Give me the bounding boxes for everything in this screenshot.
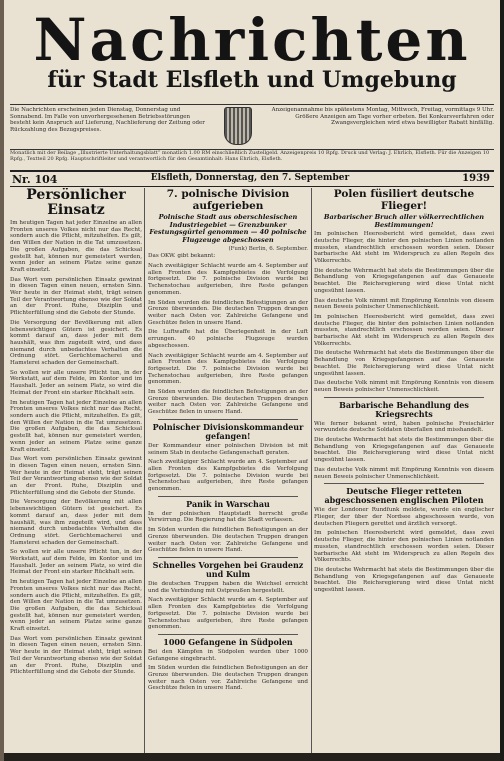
article-separator (158, 419, 298, 420)
article-paragraph: Im polnischen Heeresbericht wird gemeldet, dass zwei deutsche Flieger, die hinter den polnischen Linien notlanden mussten, standrechtlich erschossen worden seien. Dieser barbarische Akt steht im Widerspruch zu allen Regeln des Völkerrechts. (314, 313, 494, 347)
article-paragraph: Die deutsche Wehrmacht hat stets die Bestimmungen über die Behandlung von Kriegsgefangenen auf das Genaueste beachtet. Die Reichsregierung wird diese Untat nicht ungesühnt lassen. (314, 437, 494, 464)
article-paragraph: Im Süden wurden die feindlichen Befestigungen an der Grenze überwunden. Die deutschen Truppen drangen weiter nach Osten vor. Zahlreiche Gefangene und Geschütze fielen in unsere Hand. (148, 665, 308, 692)
article-headline: Barbarische Behandlung des Kriegsrechts (339, 399, 469, 419)
article-paragraph: Im Süden wurden die feindlichen Befestigungen an der Grenze überwunden. Die deutschen Truppen drangen weiter nach Osten vor. Zahlreiche Gefangene und Geschütze fielen in unsere Hand. (148, 389, 308, 416)
article-paragraph: Das deutsche Volk nimmt mit Empörung Kenntnis von diesem neuen Beweis polnischer Unmenschlichkeit. (314, 297, 494, 311)
newspaper-title: Nachrichten (33, 6, 471, 74)
article-paragraph: Nach zweitägiger Schlacht wurde am 4. September auf allen Fronten des Kampfgebietes die Verfolgung fortgesetzt. Die 7. polnische Division wurde bei Tschenstochau aufgerieben, ihre Reste gefangen genommen. (148, 597, 308, 631)
publication-info: Die Nachrichten erscheinen jeden Dienstag, Donnerstag und Sonnabend. Im Falle von unvorhergesehenen Betriebsstörungen besteht kein Anspruch auf Lieferung, Nachlieferung der Zeitung oder Rückzahlung des Bezugspreises. (10, 107, 205, 133)
article-paragraph: In der polnischen Hauptstadt herrscht große Verwirrung. Die Regierung hat die Stadt verlassen. (148, 510, 308, 524)
masthead (10, 8, 494, 104)
article-paragraph: Das deutsche Volk nimmt mit Empörung Kenntnis von diesem neuen Beweis polnischer Unmenschlichkeit. (314, 380, 494, 393)
issue-number: Nr. 104 (12, 173, 58, 186)
article-paragraph: So wollen wir alle unsere Pflicht tun, in der Werkstatt, auf dem Felde, im Kontor und im Haushalt. Jeder an seinem Platz, so wird die Heimat der Front ein starker Rückhalt sein. (10, 369, 142, 396)
article-paragraph: Bei den Kämpfen in Südpolen wurden über 1000 Gefangene eingebracht. (148, 648, 308, 662)
article-paragraph: Die deutsche Wehrmacht hat stets die Bestimmungen über die Behandlung von Kriegsgefangenen auf das Genaueste beachtet. Die Reichsregierung wird diese Untat nicht ungesühnt lassen. (314, 566, 494, 594)
subscription-notice: Monatlich mit der Beilage „Illustrierte Unterhaltungsblatt“ monatlich 1.00 RM einschließlich Zustellgeld. Anzeigenpreis 10 Rpfg. Druck und Verlag: J. Ehrlich, Elsfleth. Für die Anzeigen 10 Rpfg., Textteil 20 Rpfg. Hauptschriftleiter und verantwortlich für den Gesamtinhalt: Hans Ehrlich, Elsfleth. (10, 150, 490, 162)
article-paragraph: Im heutigen Tagen hat jeder Einzelne an allen Fronten unseres Volkes nicht nur das Recht, sondern auch die Pflicht, mitzuhelfen. Es gilt, den Willen der Nation in die Tat umzusetzen. Die großen Aufgaben, die das Schicksal gestellt hat, können nur gemeistert werden, wenn jeder an seinem Platze seine ganze Kraft einsetzt. (10, 579, 142, 633)
column-rule (144, 188, 145, 753)
article-headline: Deutsche Flieger retteten abgeschossenen englischen Piloten (324, 486, 484, 506)
article-paragraph: Das Wort vom persönlichen Einsatz gewinnt in diesen Tagen einen neuen, ernsten Sinn. Wer heute in der Heimat steht, trägt seinen Teil der Verantwortung ebenso wie der Soldat an der Front. Ruhe, Disziplin und Pflichterfüllung sind die Gebote der Stunde. (10, 456, 142, 496)
article-headline: Schnelles Vorgehen bei Graudenz und Kulm (152, 559, 304, 579)
article-paragraph: Das Wort vom persönlichen Einsatz gewinnt in diesen Tagen einen neuen, ernsten Sinn. Wer heute in der Heimat steht, trägt seinen Teil der Verantwortung ebenso wie der Soldat an der Front. Ruhe, Disziplin und Pflichterfüllung sind die Gebote der Stunde. (10, 276, 142, 317)
article-headline: Persönlicher Einsatz (26, 188, 126, 218)
column-right (314, 188, 494, 753)
article-headline: 1000 Gefangene in Südpolen (163, 636, 293, 647)
article-separator (324, 397, 484, 398)
issue-date: Elsfleth, Donnerstag, den 7. September (150, 173, 350, 183)
article-paragraph: Im Süden wurden die feindlichen Befestigungen an der Grenze überwunden. Die deutschen Truppen drangen weiter nach Osten vor. Zahlreiche Gefangene und Geschütze fielen in unsere Hand. (148, 299, 308, 326)
article-headline: 7. polnische Division aufgerieben (166, 188, 290, 212)
article-subhead: Barbarischer Bruch aller völkerrechtlichen Bestimmungen! (323, 213, 485, 229)
page-bottom-edge (4, 753, 500, 761)
column-left (10, 188, 142, 753)
newspaper-page (4, 0, 500, 761)
article-paragraph: Im polnischen Heeresbericht wird gemeldet, dass zwei deutsche Flieger, die hinter den polnischen Linien notlanden mussten, standrechtlich erschossen worden seien. Dieser barbarische Akt steht im Widerspruch zu allen Regeln des Völkerrechts. (314, 530, 494, 564)
article-paragraph: Wie der Londoner Rundfunk meldete, wurde ein englischer Flieger, der über der Nordsee abgeschossen wurde, von deutschen Fliegern gerettet und ärztlich versorgt. (314, 507, 494, 527)
article-dateline: (Funk) Berlin, 6. September. (228, 246, 308, 253)
article-paragraph: Das deutsche Volk nimmt mit Empörung Kenntnis von diesem neuen Beweis polnischer Unmenschlichkeit. (314, 466, 494, 480)
article-paragraph: Nach zweitägiger Schlacht wurde am 4. September auf allen Fronten des Kampfgebietes die Verfolgung fortgesetzt. Die 7. polnische Division wurde bei Tschenstochau aufgerieben, ihre Reste gefangen genommen. (148, 263, 308, 296)
column-rule (311, 188, 312, 753)
article-paragraph: Das Wort vom persönlichen Einsatz gewinnt in diesen Tagen einen neuen, ernsten Sinn. Wer heute in der Heimat steht, trägt seinen Teil der Verantwortung ebenso wie der Soldat an der Front. Ruhe, Disziplin und Pflichterfüllung sind die Gebote der Stunde. (10, 635, 142, 676)
article-paragraph: Die Versorgung der Bevölkerung mit allen lebenswichtigen Gütern ist gesichert. Es kommt darauf an, dass jeder mit dem haushält, was ihm zugeteilt wird, und dass niemand durch unbedachtes Verhalten die Ordnung stört. Gerüchtemacherei und Hamsterei schaden der Gemeinschaft. (10, 499, 142, 546)
article-separator (158, 496, 298, 497)
article-paragraph: Die Versorgung der Bevölkerung mit allen lebenswichtigen Gütern ist gesichert. Es kommt darauf an, dass jeder mit dem haushält, was ihm zugeteilt wird, und dass niemand durch unbedachtes Verhalten die Ordnung stört. Gerüchtemacherei und Hamsterei schaden der Gemeinschaft. (10, 319, 142, 367)
article-paragraph: Im polnischen Heeresbericht wird gemeldet, dass zwei deutsche Flieger, die hinter den polnischen Linien notlanden mussten, standrechtlich erschossen worden seien. Dieser barbarische Akt steht im Widerspruch zu allen Regeln des Völkerrechts. (314, 231, 494, 264)
article-paragraph: Das OKW. gibt bekannt: (148, 253, 216, 260)
article-separator (324, 483, 484, 484)
article-paragraph: Die deutschen Truppen haben die Weichsel erreicht und die Verbindung mit Ostpreußen hergestellt. (148, 580, 308, 594)
article-paragraph: So wollen wir alle unsere Pflicht tun, in der Werkstatt, auf dem Felde, im Kontor und im Haushalt. Jeder an seinem Platz, so wird die Heimat der Front ein starker Rückhalt sein. (10, 549, 142, 576)
issue-year: 1939 (462, 173, 490, 184)
article-paragraph: Die deutsche Wehrmacht hat stets die Bestimmungen über die Behandlung von Kriegsgefangenen auf das Genaueste beachtet. Die Reichsregierung wird diese Untat nicht ungesühnt lassen. (314, 267, 494, 294)
article-headline: Polen füsiliert deutsche Flieger! (333, 188, 475, 212)
article-headline: Panik in Warschau (186, 498, 270, 509)
article-paragraph: Im heutigen Tagen hat jeder Einzelne an allen Fronten unseres Volkes nicht nur das Recht, sondern auch die Pflicht, mitzuhelfen. Es gilt, den Willen der Nation in die Tat umzusetzen. Die großen Aufgaben, die das Schicksal gestellt hat, können nur gemeistert werden, wenn jeder an seinem Platze seine ganze Kraft einsetzt. (10, 220, 142, 273)
column-middle (148, 188, 308, 753)
article-paragraph: Die Luftwaffe hat die Überlegenheit in der Luft errungen. 40 polnische Flugzeuge wurden abgeschossen. (148, 329, 308, 349)
article-paragraph: Wie ferner bekannt wird, haben polnische Freischärler verwundete deutsche Soldaten überfallen und misshandelt. (314, 420, 494, 434)
article-paragraph: Nach zweitägiger Schlacht wurde am 4. September auf allen Fronten des Kampfgebietes die Verfolgung fortgesetzt. Die 7. polnische Division wurde bei Tschenstochau aufgerieben, ihre Reste gefangen genommen. (148, 352, 308, 386)
article-paragraph: Im Süden wurden die feindlichen Befestigungen an der Grenze überwunden. Die deutschen Truppen drangen weiter nach Osten vor. Zahlreiche Gefangene und Geschütze fielen in unsere Hand. (148, 527, 308, 554)
advertising-info: Anzeigenannahme bis spätestens Montag, Mittwoch, Freitag, vormittags 9 Uhr. Größere Anzeigen am Tage vorher erbeten. Bei Konkursverfahren oder Zwangsvergleichen wird etwa bewilligter Rabatt hinfällig. (271, 107, 494, 127)
article-paragraph: Die deutsche Wehrmacht hat stets die Bestimmungen über die Behandlung von Kriegsgefangenen auf das Genaueste beachtet. Die Reichsregierung wird diese Untat nicht ungesühnt lassen. (314, 350, 494, 377)
info-bar (10, 104, 494, 150)
article-headline: Polnischer Divisionskommandeur gefangen! (152, 421, 304, 441)
article-paragraph: Der Kommandeur einer polnischen Division ist mit seinem Stab in deutsche Gefangenschaft geraten. (148, 442, 308, 456)
article-separator (158, 634, 298, 635)
coat-of-arms-icon (224, 107, 252, 145)
article-subhead: Polnische Stadt aus oberschlesischen Industriegebiet — Grenzbunker Festungsgürtel genommen — 40 polnische Flugzeuge abgeschossen (149, 213, 307, 244)
issue-dateline (10, 170, 494, 187)
article-separator (158, 557, 298, 558)
article-paragraph: Nach zweitägiger Schlacht wurde am 4. September auf allen Fronten des Kampfgebietes die Verfolgung fortgesetzt. Die 7. polnische Division wurde bei Tschenstochau aufgerieben, ihre Reste gefangen genommen. (148, 459, 308, 493)
newspaper-subtitle: für Stadt Elsfleth und Umgebung (47, 67, 457, 93)
article-paragraph: Im heutigen Tagen hat jeder Einzelne an allen Fronten unseres Volkes nicht nur das Recht, sondern auch die Pflicht, mitzuhelfen. Es gilt, den Willen der Nation in die Tat umzusetzen. Die großen Aufgaben, die das Schicksal gestellt hat, können nur gemeistert werden, wenn jeder an seinem Platze seine ganze Kraft einsetzt. (10, 399, 142, 453)
